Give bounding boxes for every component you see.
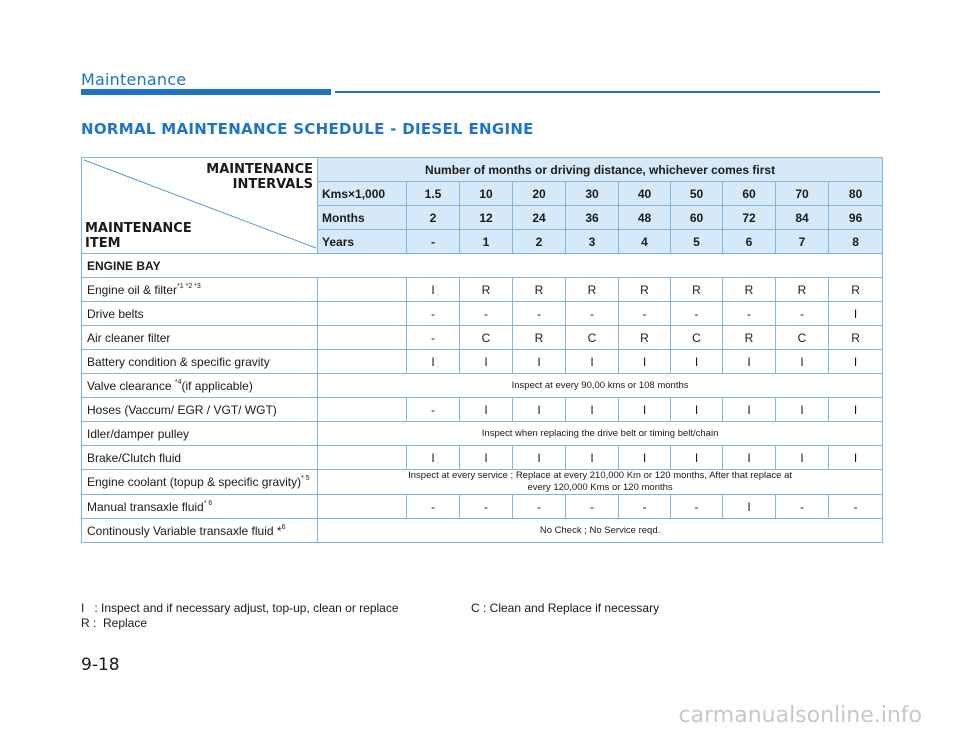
interval-label-years: Years	[318, 230, 407, 254]
table-row	[82, 495, 883, 519]
interval-value: 40	[619, 182, 671, 206]
schedule-value: -	[407, 326, 460, 350]
schedule-value: I	[829, 446, 883, 470]
item-label: Brake/Clutch fluid	[87, 450, 182, 465]
item-label: Engine oil & filter	[87, 282, 178, 297]
item-label: Drive belts	[87, 306, 144, 321]
schedule-value: I	[829, 398, 883, 422]
schedule-value: I	[513, 350, 566, 374]
schedule-value: R	[566, 278, 619, 302]
schedule-value: C	[671, 326, 723, 350]
schedule-value: -	[671, 495, 723, 519]
schedule-value: I	[513, 446, 566, 470]
schedule-value: C	[566, 326, 619, 350]
interval-value: 30	[566, 182, 619, 206]
table-row	[82, 519, 883, 543]
schedule-value: -	[723, 302, 776, 326]
item-footnote-mark: *1 *2 *3	[177, 282, 201, 290]
schedule-value: R	[723, 326, 776, 350]
schedule-value: R	[460, 278, 513, 302]
schedule-value: R	[619, 278, 671, 302]
interval-value: 70	[776, 182, 829, 206]
schedule-value: I	[671, 350, 723, 374]
table-row	[82, 278, 883, 302]
interval-value: 12	[460, 206, 513, 230]
maintenance-item	[82, 350, 318, 374]
schedule-value: I	[619, 350, 671, 374]
section-label: ENGINE BAY	[82, 254, 883, 278]
item-label: Air cleaner filter	[87, 330, 171, 345]
maintenance-item	[82, 302, 318, 326]
schedule-value: I	[723, 350, 776, 374]
interval-value: 84	[776, 206, 829, 230]
interval-value: -	[407, 230, 460, 254]
maintenance-item	[82, 278, 318, 302]
corner-label-line: ITEM	[85, 236, 121, 251]
interval-header: Number of months or driving distance, whichever comes first	[318, 158, 883, 182]
schedule-value: I	[566, 350, 619, 374]
schedule-value: I	[671, 446, 723, 470]
interval-value: 5	[671, 230, 723, 254]
schedule-value: -	[566, 302, 619, 326]
legend-right	[471, 601, 659, 616]
schedule-value: R	[723, 278, 776, 302]
item-label: Engine coolant (topup & specific gravity)	[87, 475, 302, 489]
schedule-value: -	[513, 302, 566, 326]
table-row	[82, 326, 883, 350]
maintenance-item	[82, 326, 318, 350]
schedule-value: -	[460, 495, 513, 519]
schedule-value: I	[566, 398, 619, 422]
item-footnote-mark: * 5	[301, 475, 310, 482]
schedule-value: -	[619, 302, 671, 326]
item-footnote-mark: * 6	[203, 499, 213, 507]
empty-cell	[318, 495, 407, 519]
header-rule-thin	[335, 91, 880, 93]
interval-value: 72	[723, 206, 776, 230]
corner-label-line: INTERVALS	[232, 177, 313, 192]
schedule-value: I	[513, 398, 566, 422]
schedule-value: I	[829, 302, 883, 326]
schedule-value: I	[776, 446, 829, 470]
schedule-value: I	[460, 350, 513, 374]
interval-value: 10	[460, 182, 513, 206]
schedule-value: C	[460, 326, 513, 350]
legend-item-replace: R : Replace	[81, 616, 148, 630]
legend-left	[81, 601, 399, 631]
empty-cell	[318, 278, 407, 302]
interval-value: 6	[723, 230, 776, 254]
maintenance-item	[82, 398, 318, 422]
section-row	[82, 254, 883, 278]
interval-value: 96	[829, 206, 883, 230]
interval-value: 20	[513, 182, 566, 206]
maintenance-item	[82, 422, 318, 446]
maintenance-item	[82, 495, 318, 519]
schedule-value: -	[513, 495, 566, 519]
table-row	[82, 374, 883, 398]
schedule-value: -	[407, 398, 460, 422]
item-label: Battery condition & specific gravity	[87, 354, 270, 369]
maintenance-item	[82, 446, 318, 470]
corner-label-item	[85, 221, 192, 251]
table-row	[82, 422, 883, 446]
interval-note: Inspect at every 90,00 kms or 108 months	[318, 374, 883, 398]
watermark: carmanualsonline.info	[678, 703, 922, 728]
schedule-value: -	[671, 302, 723, 326]
interval-label-months: Months	[318, 206, 407, 230]
maintenance-item	[82, 374, 318, 398]
interval-value: 60	[671, 206, 723, 230]
item-footnote-mark: *4	[174, 378, 182, 386]
maintenance-item	[82, 519, 318, 543]
schedule-value: R	[513, 278, 566, 302]
interval-value: 50	[671, 182, 723, 206]
schedule-value: I	[723, 398, 776, 422]
interval-note: Inspect when replacing the drive belt or timing belt/chain	[318, 422, 883, 446]
schedule-value: I	[776, 350, 829, 374]
page-title: NORMAL MAINTENANCE SCHEDULE - DIESEL ENGINE	[81, 120, 534, 138]
schedule-value: I	[619, 446, 671, 470]
table-row	[82, 446, 883, 470]
schedule-value: I	[671, 398, 723, 422]
schedule-value: I	[829, 350, 883, 374]
schedule-value: -	[619, 495, 671, 519]
corner-label-intervals	[206, 162, 313, 192]
corner-label-line: MAINTENANCE	[85, 221, 192, 236]
table-row	[82, 302, 883, 326]
interval-value: 48	[619, 206, 671, 230]
schedule-value: -	[776, 302, 829, 326]
item-label: Idler/damper pulley	[87, 426, 190, 441]
schedule-value: -	[407, 495, 460, 519]
schedule-value: -	[776, 495, 829, 519]
interval-value: 60	[723, 182, 776, 206]
table-row	[82, 470, 883, 495]
schedule-value: I	[407, 278, 460, 302]
interval-value: 7	[776, 230, 829, 254]
schedule-value: I	[407, 446, 460, 470]
schedule-value: -	[407, 302, 460, 326]
header-row-interval	[82, 158, 883, 182]
corner-label-line: MAINTENANCE	[206, 162, 313, 177]
empty-cell	[318, 350, 407, 374]
empty-cell	[318, 446, 407, 470]
schedule-value: R	[671, 278, 723, 302]
item-footnote-mark: 6	[281, 523, 286, 531]
interval-value: 80	[829, 182, 883, 206]
schedule-value: -	[460, 302, 513, 326]
schedule-value: -	[566, 495, 619, 519]
interval-value: 1.5	[407, 182, 460, 206]
header-rule-thick	[81, 89, 331, 95]
schedule-value: -	[829, 495, 883, 519]
schedule-value: R	[776, 278, 829, 302]
interval-value: 36	[566, 206, 619, 230]
schedule-value: I	[460, 398, 513, 422]
interval-value: 4	[619, 230, 671, 254]
schedule-value: I	[619, 398, 671, 422]
item-label-suffix: (if applicable)	[181, 378, 253, 393]
maintenance-schedule-table	[81, 157, 883, 543]
legend-item-clean: C : Clean and Replace if necessary	[471, 601, 660, 615]
schedule-value: R	[513, 326, 566, 350]
interval-value: 2	[407, 206, 460, 230]
page-number: 9-18	[81, 655, 120, 675]
item-label: Hoses (Vaccum/ EGR / VGT/ WGT)	[87, 402, 277, 417]
table-corner-cell	[82, 158, 318, 254]
interval-value: 1	[460, 230, 513, 254]
schedule-value: I	[723, 446, 776, 470]
item-label: Valve clearance	[87, 378, 175, 393]
schedule-value: I	[566, 446, 619, 470]
interval-label-kms: Kms×1,000	[318, 182, 407, 206]
empty-cell	[318, 398, 407, 422]
schedule-value: R	[619, 326, 671, 350]
schedule-value: I	[723, 495, 776, 519]
schedule-value: I	[460, 446, 513, 470]
interval-value: 8	[829, 230, 883, 254]
item-label: Continously Variable transaxle fluid *	[87, 523, 282, 538]
maintenance-item	[82, 470, 318, 495]
legend-item-inspect: I : Inspect and if necessary adjust, top-up, clean or replace	[81, 601, 399, 615]
schedule-value: C	[776, 326, 829, 350]
interval-value: 24	[513, 206, 566, 230]
schedule-value: R	[829, 326, 883, 350]
empty-cell	[318, 302, 407, 326]
interval-note: Inspect at every service ; Replace at every 210,000 Km or 120 months, After that replace at every 120,000 Kms or 120 months	[318, 470, 883, 495]
table-row	[82, 398, 883, 422]
item-label: Manual transaxle fluid	[87, 499, 204, 514]
schedule-value: I	[776, 398, 829, 422]
interval-value: 3	[566, 230, 619, 254]
table-row	[82, 350, 883, 374]
schedule-value: R	[829, 278, 883, 302]
empty-cell	[318, 326, 407, 350]
section-heading: Maintenance	[81, 70, 187, 89]
interval-note: No Check ; No Service reqd.	[318, 519, 883, 543]
interval-value: 2	[513, 230, 566, 254]
schedule-value: I	[407, 350, 460, 374]
